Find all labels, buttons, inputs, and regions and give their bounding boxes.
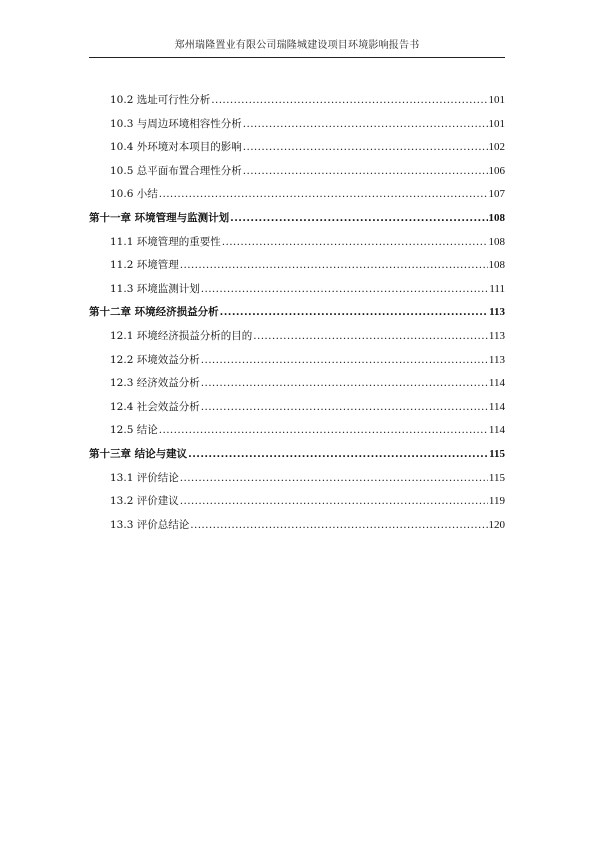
toc-section-entry[interactable] [89,185,505,209]
toc-dot-leader [180,256,488,274]
toc-section-entry[interactable] [89,162,505,186]
toc-dot-leader [211,91,487,109]
toc-entry-title: 13.2 评价建议 [110,495,179,508]
toc-dot-leader [159,421,488,439]
toc-section-entry[interactable] [89,115,505,139]
toc-chapter-entry[interactable] [89,209,505,233]
toc-dot-leader [188,445,488,463]
toc-dot-leader [222,233,488,251]
toc-dot-leader [253,327,488,345]
toc-entry-title: 第十二章 环境经济损益分析 [89,306,219,319]
toc-section-entry[interactable] [89,516,505,540]
toc-section-entry[interactable] [89,91,505,115]
toc-entry-title: 10.3 与周边环境相容性分析 [110,117,242,130]
toc-page-number: 119 [488,495,505,508]
toc-dot-leader [201,398,488,416]
toc-page-number: 113 [488,329,505,342]
toc-section-entry[interactable] [89,398,505,422]
toc-dot-leader [201,374,488,392]
toc-entry-title: 10.4 外环境对本项目的影响 [110,141,242,154]
toc-dot-leader [159,185,488,203]
toc-section-entry[interactable] [89,327,505,351]
toc-page-number: 101 [488,94,505,106]
toc-entry-title: 12.1 环境经济损益分析的目的 [110,329,253,342]
toc-page-number: 120 [488,518,505,531]
toc-page-number: 108 [488,211,505,224]
toc-entry-title: 第十一章 环境管理与监测计划 [89,211,230,224]
toc-page-number: 106 [488,164,505,177]
toc-dot-leader [190,516,487,534]
toc-page-number: 115 [488,471,505,484]
toc-dot-leader [243,115,488,133]
toc-page-number: 108 [488,235,505,248]
toc-dot-leader [180,469,488,487]
toc-entry-title: 11.1 环境管理的重要性 [110,235,221,248]
toc-page-number: 111 [489,282,505,295]
toc-page-number: 101 [488,117,505,130]
toc-entry-title: 12.4 社会效益分析 [110,400,200,413]
toc-entry-title: 10.6 小结 [110,188,158,201]
toc-entry-title: 12.2 环境效益分析 [110,353,200,366]
toc-page-number: 114 [488,424,505,437]
toc-entry-title: 13.3 评价总结论 [110,518,190,531]
toc-section-entry[interactable] [89,138,505,162]
toc-entry-title: 13.1 评价结论 [110,471,179,484]
toc-page-number: 108 [488,259,505,272]
toc-section-entry[interactable] [89,374,505,398]
toc-entry-title: 10.5 总平面布置合理性分析 [110,164,242,177]
toc-page-number: 115 [489,447,505,460]
toc-dot-leader [243,162,488,180]
document-title: 郑州瑞隆置业有限公司瑞隆城建设项目环境影响报告书 [174,40,420,51]
toc-entry-title: 第十三章 结论与建议 [89,447,188,460]
toc-entry-title: 12.3 经济效益分析 [110,377,200,390]
toc-dot-leader [201,351,488,369]
toc-entry-title: 11.2 环境管理 [110,259,179,272]
toc-section-entry[interactable] [89,280,505,304]
toc-dot-leader [230,209,487,227]
toc-chapter-entry[interactable] [89,445,505,469]
toc-section-entry[interactable] [89,351,505,375]
toc-entry-title: 11.3 环境监测计划 [110,282,200,295]
toc-section-entry[interactable] [89,233,505,257]
toc-entry-title: 10.2 选址可行性分析 [110,94,211,106]
toc-section-entry[interactable] [89,256,505,280]
toc-section-entry[interactable] [89,469,505,493]
toc-page-number: 107 [488,188,505,201]
toc-page-number: 114 [488,400,505,413]
toc-dot-leader [201,280,489,298]
toc-dot-leader [220,303,488,321]
toc-chapter-entry[interactable] [89,303,505,327]
toc-section-entry[interactable] [89,421,505,445]
toc-section-entry[interactable] [89,492,505,516]
toc-entry-title: 12.5 结论 [110,424,158,437]
toc-page-number: 113 [488,353,505,366]
toc-dot-leader [243,138,488,156]
toc-page-number: 114 [488,377,505,390]
toc-page-number: 113 [489,306,505,319]
toc-page-number: 102 [488,141,505,154]
page-header [89,38,505,58]
table-of-contents [89,91,505,539]
toc-dot-leader [180,492,488,510]
